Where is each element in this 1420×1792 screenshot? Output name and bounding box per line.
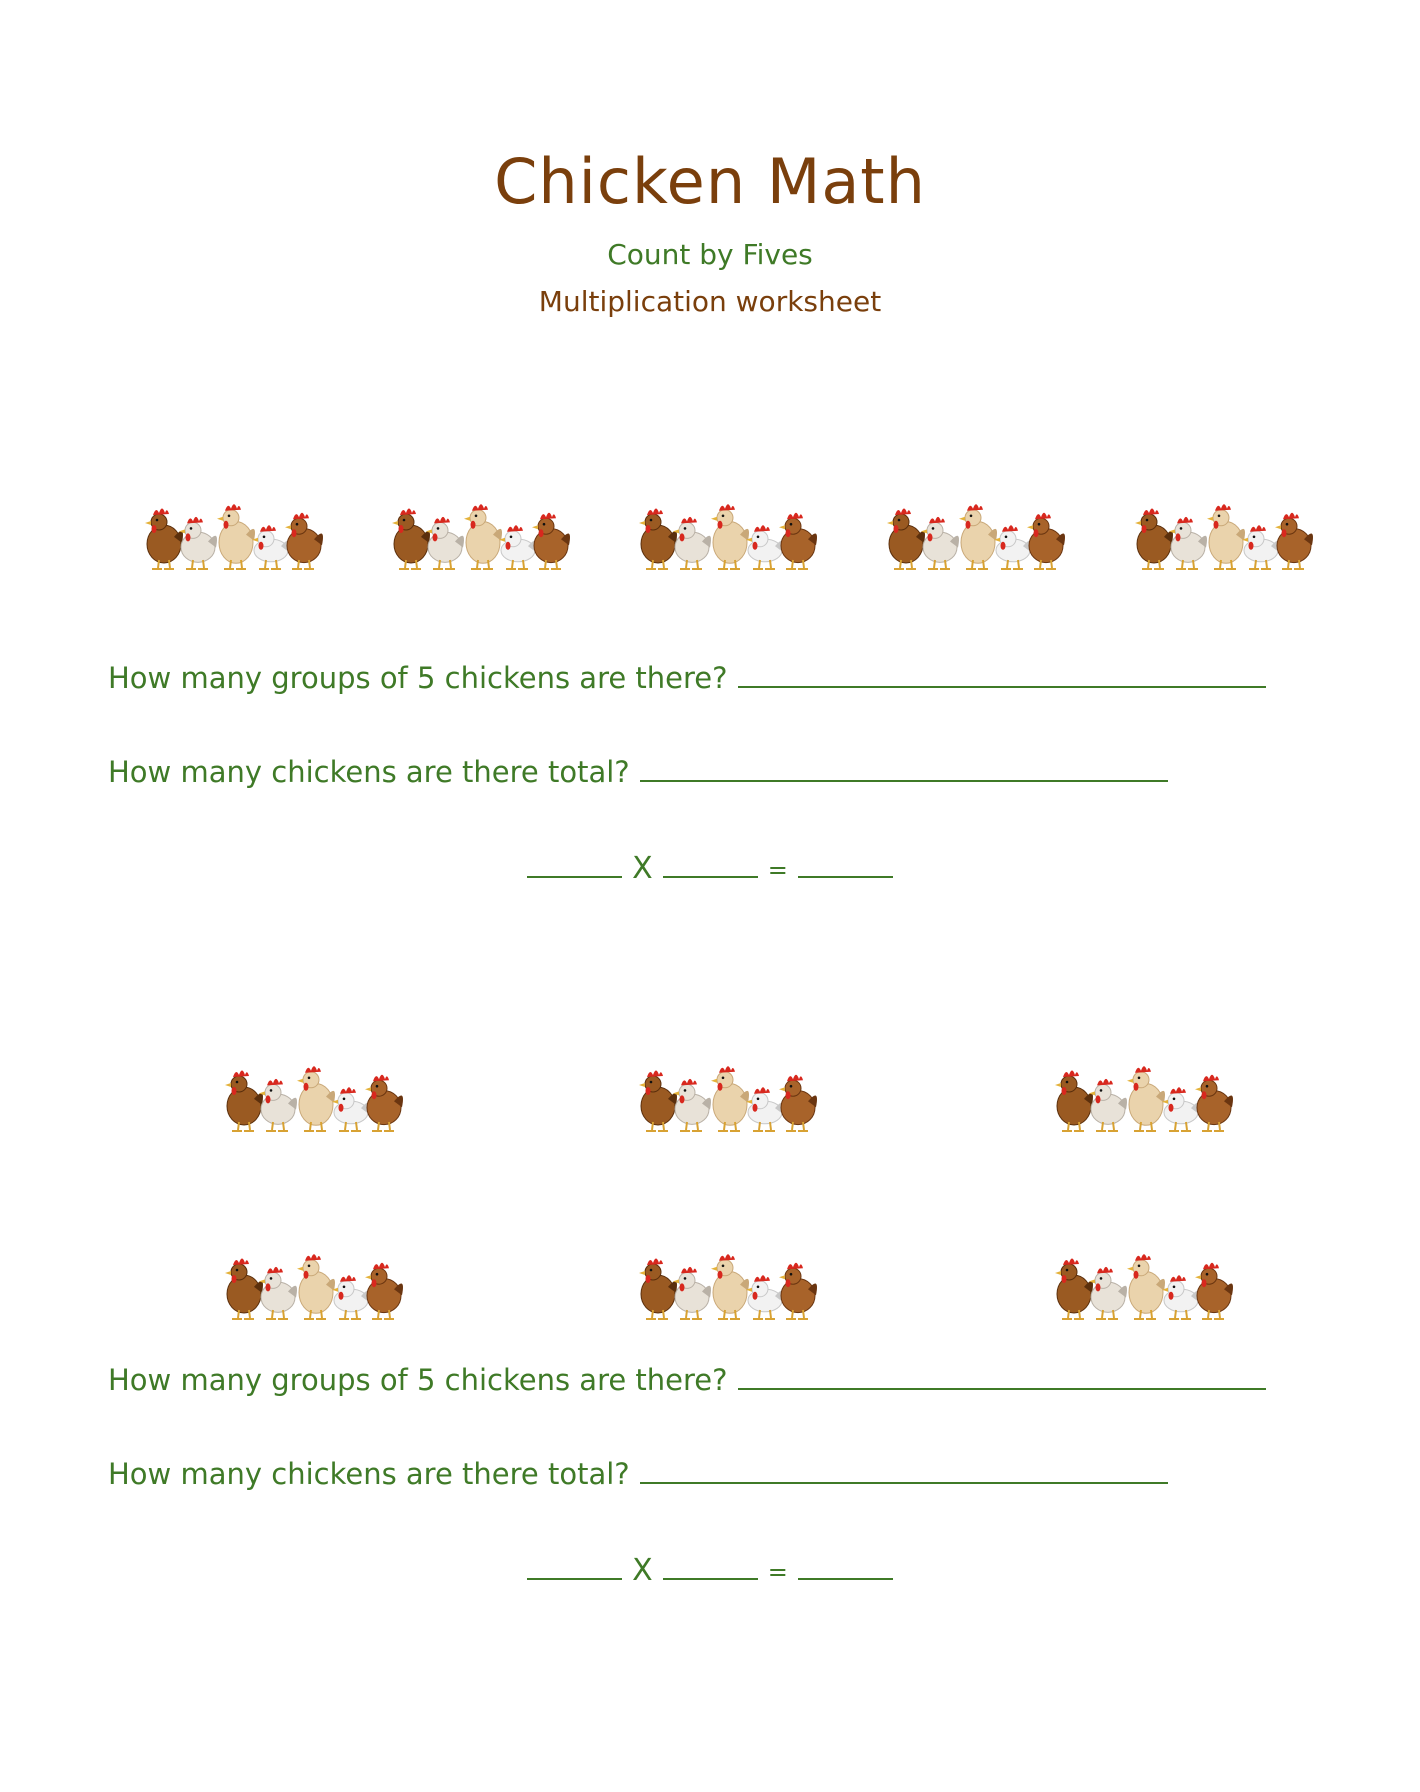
chicken-group-icon <box>1046 1218 1246 1328</box>
times-sign: X <box>632 1553 653 1588</box>
subtitle-count-by-fives: Count by Fives <box>607 238 813 271</box>
equation-blank[interactable] <box>798 1550 893 1580</box>
equation-blank[interactable] <box>527 848 622 878</box>
section-2-question-groups <box>108 1362 1266 1397</box>
question-text: How many chickens are there total? <box>108 1457 630 1491</box>
equation-blank[interactable] <box>798 848 893 878</box>
chicken-group-icon <box>878 468 1078 578</box>
section-1-question-groups <box>108 660 1266 695</box>
chicken-group-icon <box>630 1030 830 1140</box>
equation-blank[interactable] <box>663 848 758 878</box>
section-2-question-total <box>108 1456 1168 1491</box>
section-1-question-total <box>108 754 1168 789</box>
equation-blank[interactable] <box>527 1550 622 1580</box>
answer-blank[interactable] <box>738 660 1266 688</box>
equals-sign: = <box>767 1558 788 1586</box>
answer-blank[interactable] <box>640 754 1168 782</box>
equals-sign: = <box>767 856 788 884</box>
chicken-group-icon <box>383 468 583 578</box>
equation-blank[interactable] <box>663 1550 758 1580</box>
chicken-group-icon <box>216 1218 416 1328</box>
question-text: How many groups of 5 chickens are there? <box>108 661 728 695</box>
chicken-group-icon <box>630 468 830 578</box>
answer-blank[interactable] <box>738 1362 1266 1390</box>
chicken-group-icon <box>1046 1030 1246 1140</box>
times-sign: X <box>632 851 653 886</box>
chicken-group-icon <box>136 468 336 578</box>
section-1-equation <box>0 848 1420 886</box>
chicken-group-icon <box>630 1218 830 1328</box>
question-text: How many chickens are there total? <box>108 755 630 789</box>
chicken-group-icon <box>216 1030 416 1140</box>
page-title: Chicken Math <box>494 145 926 218</box>
chicken-group-icon <box>1126 468 1326 578</box>
answer-blank[interactable] <box>640 1456 1168 1484</box>
question-text: How many groups of 5 chickens are there? <box>108 1363 728 1397</box>
subtitle-worksheet: Multiplication worksheet <box>538 285 882 318</box>
section-2-equation <box>0 1550 1420 1588</box>
